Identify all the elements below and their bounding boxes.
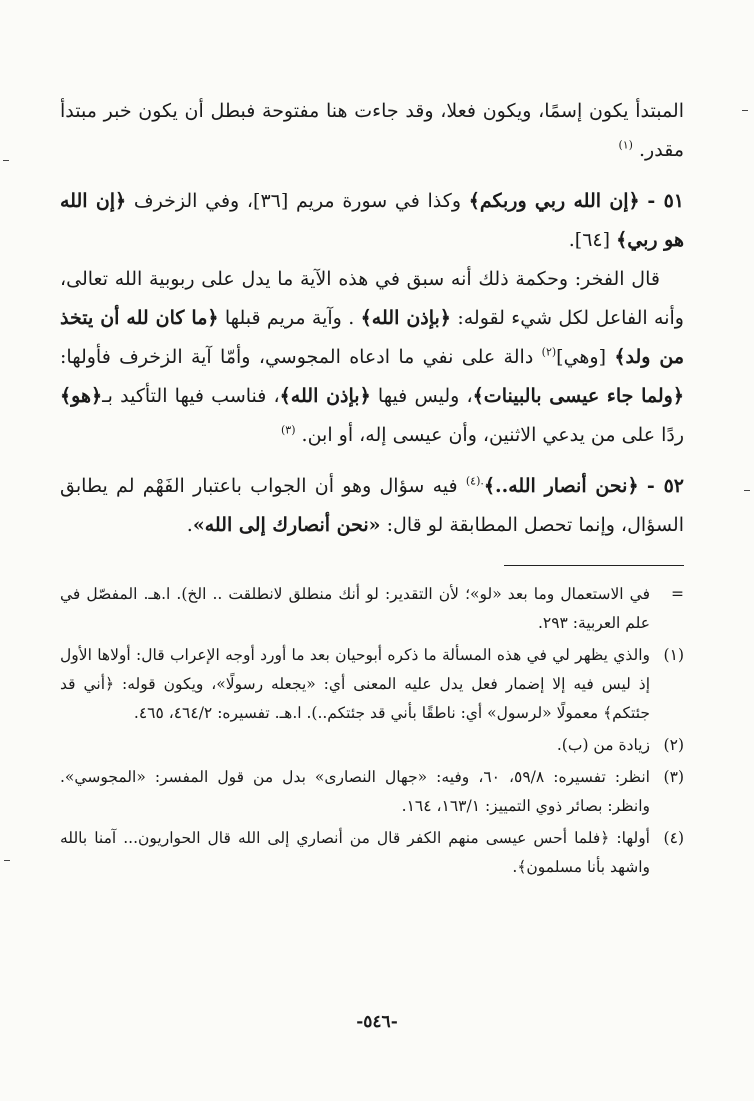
- margin-mark: [4, 860, 10, 861]
- footnotes: [60, 580, 684, 882]
- footnote-mark: (٢): [663, 736, 684, 754]
- footnote-3: [60, 763, 684, 821]
- item-52-verse: ﴿نحن أنصار الله..﴾: [483, 475, 639, 497]
- footnote-mark: (٣): [663, 768, 684, 786]
- item-52-number: ٥٢ -: [646, 475, 684, 497]
- paragraph-intro-text: المبتدأ يكون إسمًا، ويكون فعلا، وقد جاءت هنا مفتوحة فبطل أن يكون خبر مبتدأ مقدر.: [60, 100, 684, 161]
- page-number: -٥٤٦-: [356, 1012, 398, 1032]
- fakhr-text-1: قال الفخر: وحكمة ذلك أنه سبق في هذه الآية ما يدل على ربوبية الله تعالى، وأنه الفاعل لكل شيء لقوله:: [60, 268, 684, 329]
- item-51-text-2: [٦٤].: [568, 229, 611, 251]
- footnote-text: والذي يظهر لي في هذه المسألة ما ذكره أبوحيان بعد ما أورد أوجه الإعراب قال: أولاها الأول إذ ليس فيه إلا إضمار فعل يدل عليه المعنى أي: «يجعله رسولًا»، ويكون قوله: ﴿أني قد جئتكم﴾ معمولًا «لرسول» أي: ناطقًا بأني قد جئتكم..). ا.هـ. تفسيره: ٤٦٤/٢، ٤٦٥.: [60, 646, 650, 722]
- fakhr-text-5: ، وليس فيها: [377, 385, 473, 407]
- item-52-text: فيه سؤال وهو أن الجواب باعتبار الفَهْم لم يطابق السؤال، وإنما تحصل المطابقة لو قال:: [60, 475, 684, 536]
- footnote-text: في الاستعمال وما بعد «لو»؛ لأن التقدير: لو أنك منطلق لانطلقت .. الخ). ا.هـ. المفصّل في علم العربية: ٢٩٣.: [60, 585, 650, 632]
- footnote-text: زيادة من (ب).: [556, 736, 650, 754]
- item-51-text-1: وكذا في سورة مريم [٣٦]، وفي الزخرف: [133, 190, 461, 212]
- footnote-2: [60, 731, 684, 760]
- fakhr-verse-4: ﴿بإذن الله﴾: [279, 385, 371, 407]
- footnote-mark: (٤): [663, 829, 684, 847]
- fakhr-text-2: . وآية مريم قبلها: [224, 307, 355, 329]
- paragraph-intro: [60, 92, 684, 170]
- footnote-mark: =: [671, 585, 684, 603]
- item-51-verse-1: ﴿إن الله ربي وربكم﴾: [468, 190, 640, 212]
- fakhr-text-3: [وهي]: [556, 346, 607, 368]
- fakhr-verse-1: ﴿بإذن الله﴾: [360, 307, 451, 329]
- fakhr-verse-3: ﴿ولما جاء عيسى بالبينات﴾: [472, 385, 684, 407]
- fakhr-text-4: دالة على نفي ما ادعاه المجوسي، وأمّا آية الزخرف فأولها:: [60, 346, 534, 368]
- footnote-text: انظر: تفسيره: ٥٩/٨، ٦٠، وفيه: «جهال النصارى» بدل من قول المفسر: «المجوسي». وانظر: بصائر ذوي التمييز: ١٦٣/١، ١٦٤.: [60, 768, 650, 815]
- item-51-verse-2: ﴿إن الله هو ربي﴾: [60, 190, 684, 251]
- footnote-continued: [60, 580, 684, 638]
- item-52-end: .: [186, 514, 193, 536]
- footnote-mark: (١): [663, 646, 684, 664]
- margin-mark: [742, 110, 748, 111]
- margin-mark: [3, 160, 9, 161]
- item-51: [60, 182, 684, 260]
- footnote-text: أولها: ﴿فلما أحس عيسى منهم الكفر قال من أنصاري إلى الله قال الحواريون... آمنا بالله واشهد بأنا مسلمون﴾.: [60, 829, 650, 876]
- footnote-ref-1: (١): [618, 138, 633, 152]
- item-52-quote: «نحن أنصارك إلى الله»: [192, 514, 381, 536]
- fakhr-verse-2: ﴿ما كان لله أن يتخذ من ولد﴾: [60, 307, 685, 368]
- item-52: [60, 467, 684, 545]
- fakhr-text-7: ردًا على من يدعي الاثنين، وأن عيسى إله، أو ابن.: [301, 424, 684, 446]
- footnote-1: [60, 641, 684, 728]
- footnote-4: [60, 824, 684, 882]
- item-51-number: ٥١ -: [647, 190, 685, 212]
- footnote-ref-4: .(٤): [465, 474, 484, 488]
- page-content: [60, 92, 684, 882]
- paragraph-fakhr: [60, 260, 684, 455]
- margin-mark: [744, 490, 750, 491]
- footnote-ref-2: (٢): [541, 345, 557, 359]
- footnote-divider: [504, 565, 684, 566]
- fakhr-verse-5: ﴿هو﴾: [60, 385, 103, 407]
- fakhr-text-6: ، فناسب فيها التأكيد بـ: [102, 385, 280, 407]
- main-text: [60, 92, 684, 545]
- footnote-ref-3: (٣): [280, 423, 296, 437]
